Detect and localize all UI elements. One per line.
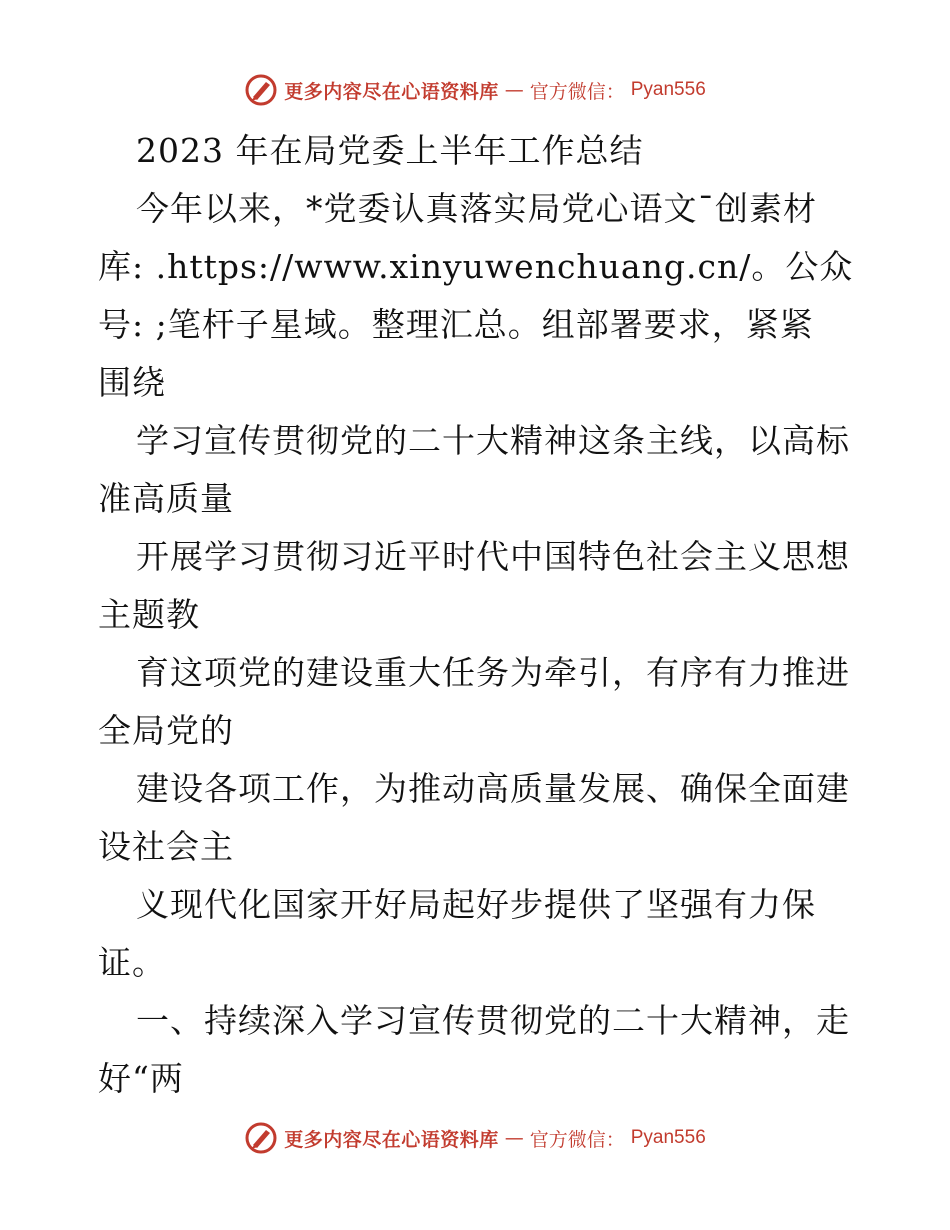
text-line: 设社会主 (98, 827, 234, 866)
text-line: 主题教 (98, 595, 200, 634)
text-line: 围绕 (98, 363, 166, 402)
text-line: 学习宣传贯彻党的二十大精神这条主线，以高标 (136, 421, 850, 460)
watermark-dash: — (504, 79, 524, 101)
document-title: 2023 年在局党委上半年工作总结 (136, 131, 644, 170)
brush-logo-icon (244, 1121, 278, 1155)
section-heading: 一、持续深入学习宣传贯彻党的二十大精神，走 (136, 1001, 850, 1040)
watermark-id: Pyan556 (630, 79, 706, 100)
text-line: 义现代化国家开好局起好步提供了坚强有力保 (136, 885, 816, 924)
watermark-main-text: 更多内容尽在心语资料库 (284, 80, 499, 103)
watermark-label: 官方微信： (529, 1128, 625, 1151)
text-line: 建设各项工作，为推动高质量发展、确保全面建 (136, 769, 850, 808)
text-line: 今年以来，*党委认真落实局党心语文¯创素材 (136, 189, 817, 228)
watermark-dash: — (504, 1127, 524, 1149)
text-line: 证。 (98, 943, 166, 982)
watermark-label: 官方微信： (529, 80, 625, 103)
brush-logo-icon (244, 73, 278, 107)
document-body (98, 122, 868, 1108)
watermark-main-text: 更多内容尽在心语资料库 (284, 1128, 499, 1151)
watermark-banner-bottom (0, 1118, 950, 1158)
text-line: 开展学习贯彻习近平时代中国特色社会主义思想 (136, 537, 850, 576)
text-line: 准高质量 (98, 479, 234, 518)
text-line: 育这项党的建设重大任务为牵引，有序有力推进 (136, 653, 850, 692)
watermark-id: Pyan556 (630, 1127, 706, 1148)
text-line: 全局党的 (98, 711, 234, 750)
text-line: 库: .https://www.xinyuwenchuang.cn/。公众 (98, 247, 854, 286)
text-line: 号: ;笔杆子星域。整理汇总。组部署要求，紧紧 (98, 305, 814, 344)
text-line: 好“两 (98, 1059, 184, 1098)
watermark-banner-top (0, 70, 950, 110)
